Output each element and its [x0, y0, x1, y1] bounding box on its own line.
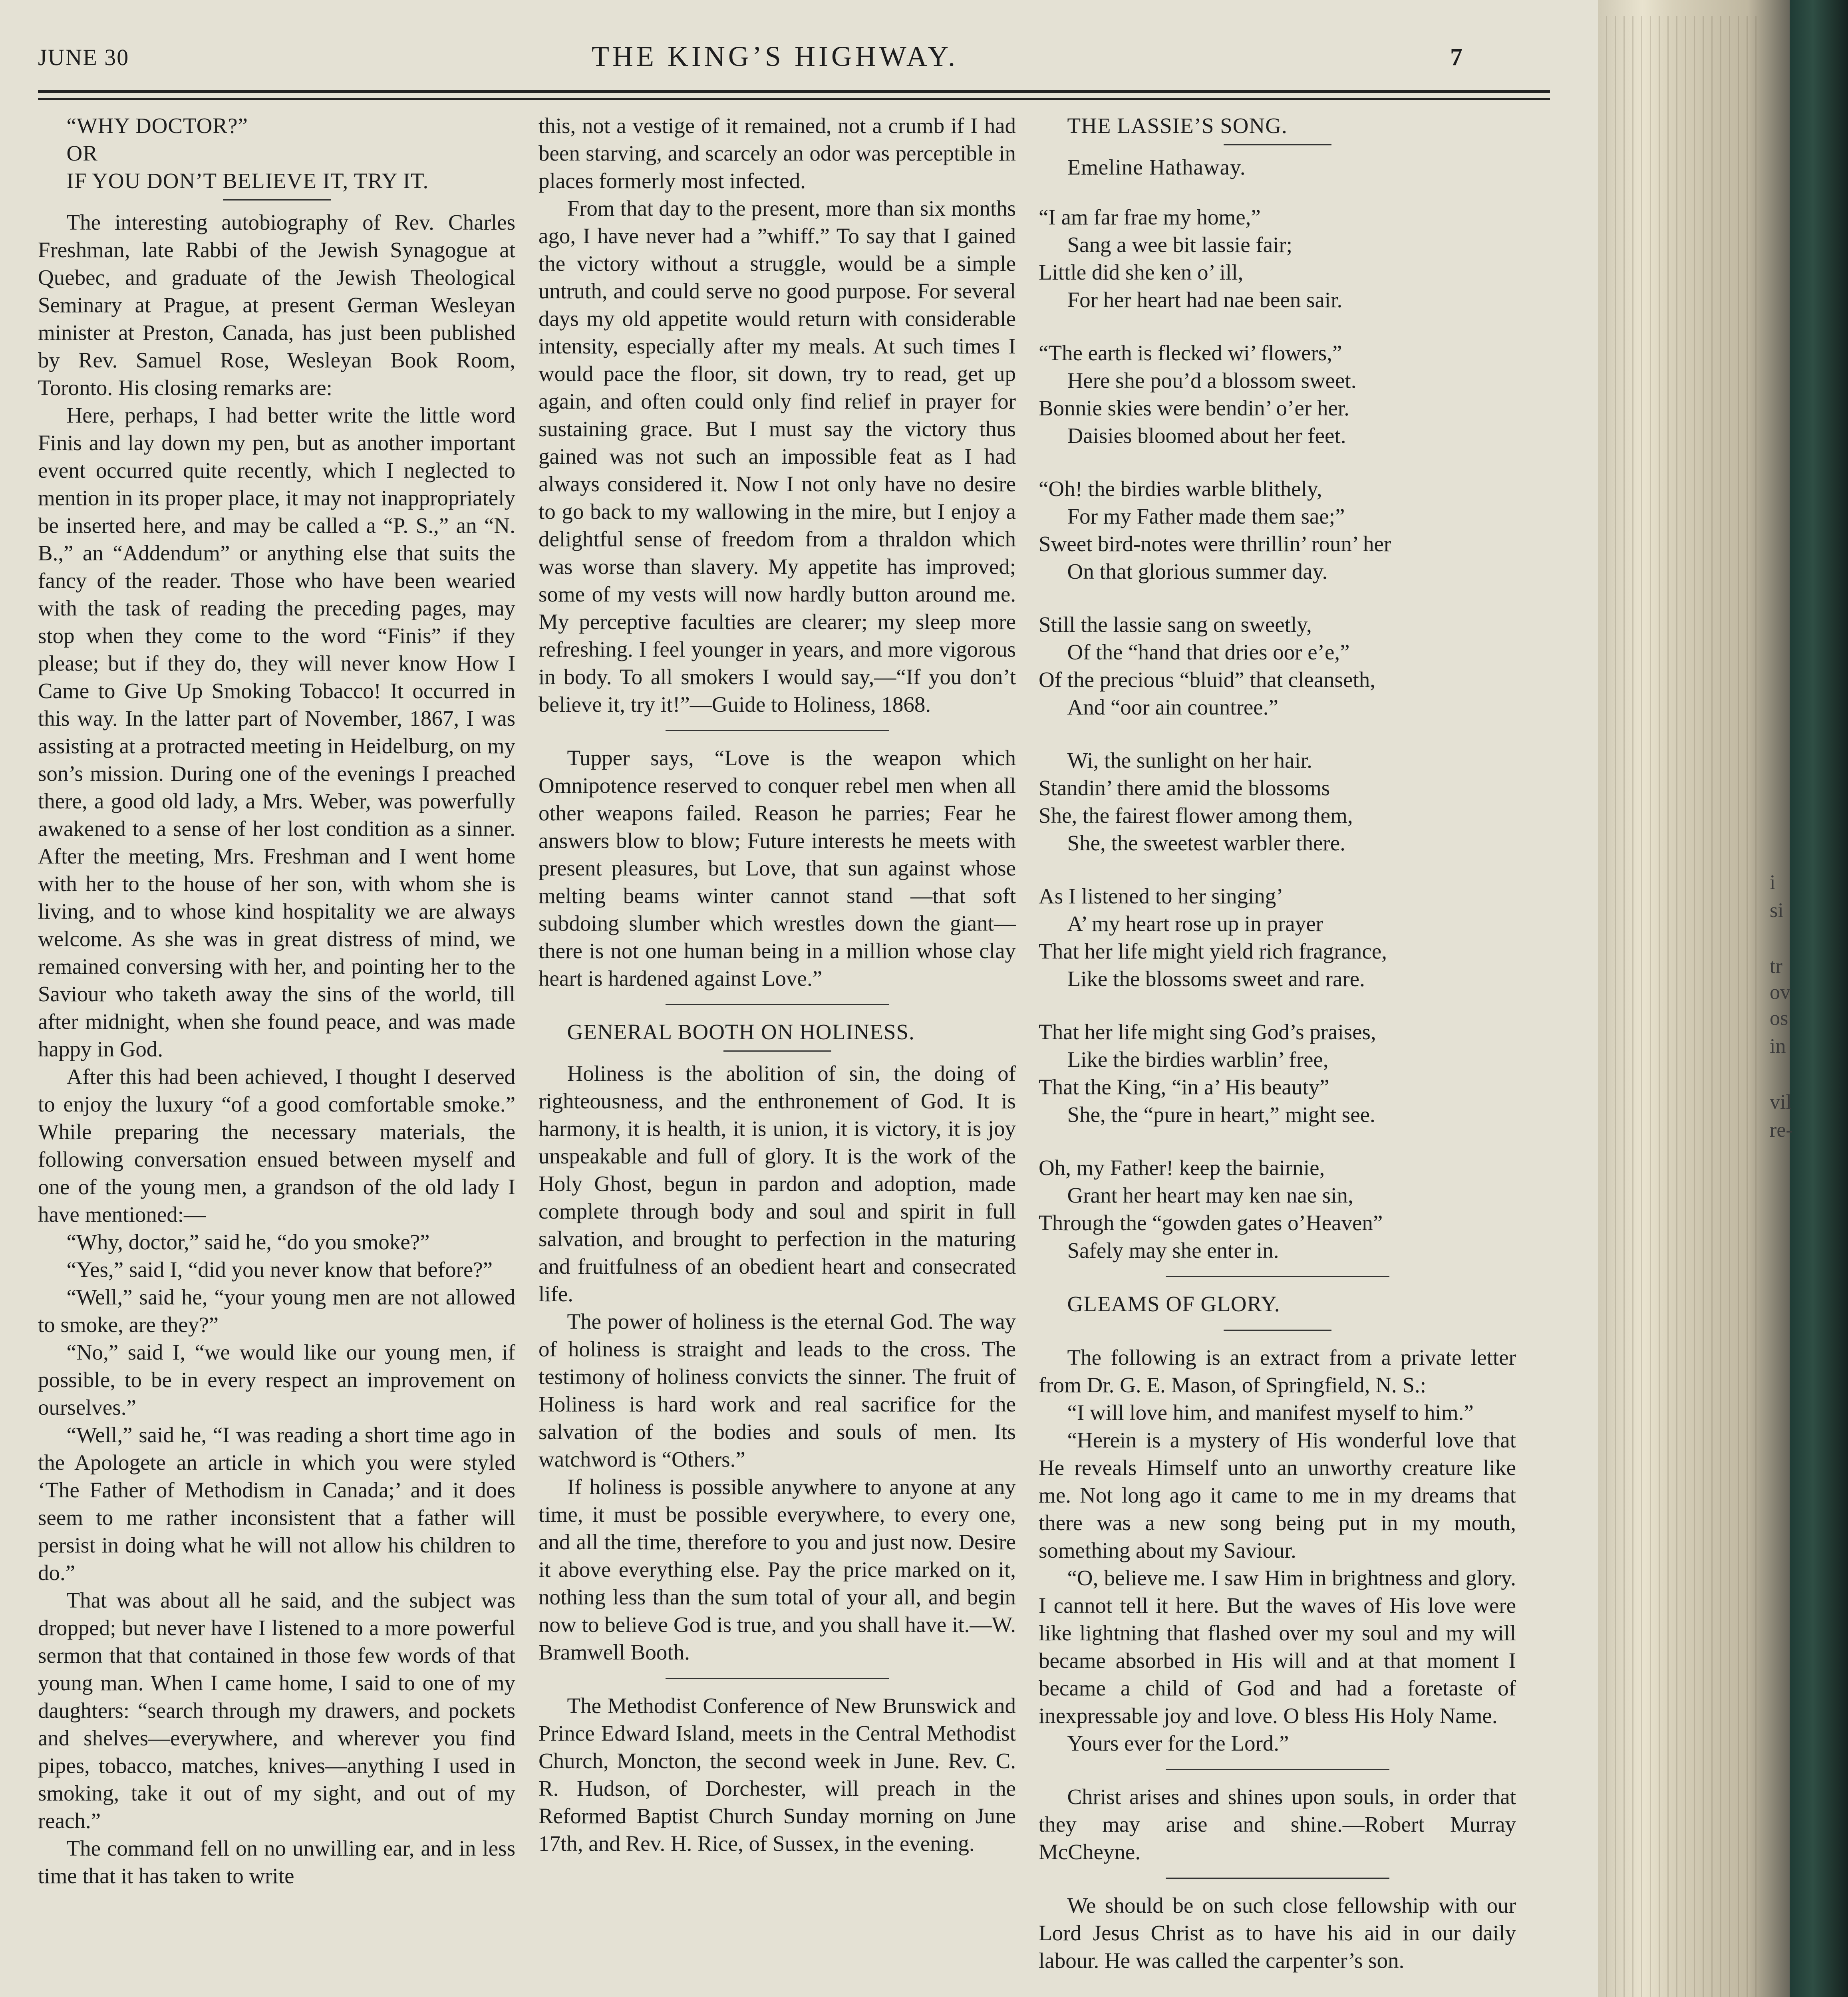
poem-line: That the King, “in a’ His beauty” — [1039, 1075, 1329, 1099]
column-2 — [539, 112, 1016, 1857]
poem-line: Here she pou’d a blossom sweet. — [1067, 368, 1357, 393]
poem-line: Through the “gowden gates o’Heaven” — [1039, 1211, 1383, 1235]
paragraph: The interesting autobiography of Rev. Charles Freshman, late Rabbi of the Jewish Synagogue at Quebec, and graduate of the Jewish Theological Seminary at Prague, at present German Wesleyan minister at Preston, Canada, has just been published by Rev. Samuel Rose, Wesleyan Book Room, Toronto. His closing remarks are: — [38, 210, 515, 400]
paragraph: “Herein is a mystery of His wonderful love that He reveals Himself unto an unworthy creature like me. Not long ago it came to me in my dreams that there was a new song being put in my mouth, something about my Saviour. — [1039, 1428, 1516, 1562]
poem-line: Little did she ken o’ ill, — [1039, 260, 1244, 284]
divider — [1166, 1878, 1389, 1879]
edge-fragment: ov — [1770, 981, 1790, 1004]
paragraph: The power of holiness is the eternal God. The way of holiness is straight and leads to the cross. The testimony of holiness convicts the sinner. The fruit of Holiness is hard work and real sacrifice for the salvation of the bodies and souls of men. Its watchword is “Others.” — [539, 1309, 1016, 1471]
poem-line: She, the sweetest warbler there. — [1067, 831, 1345, 855]
poem-line: She, the fairest flower among them, — [1039, 803, 1353, 828]
paragraph: “O, believe me. I saw Him in brightness and glory. I cannot tell it here. But the waves of His love were like lightning that flashed over my soul and my will became absorbed in His will and at that moment I became a child of God and had a foretaste of inexpressable joy and love. O bless His Holy Name. — [1039, 1566, 1516, 1728]
article-subheading: IF YOU DON’T BELIEVE IT, TRY IT. — [66, 169, 429, 193]
divider — [223, 199, 331, 200]
paragraph: “I will love him, and manifest myself to him.” — [1067, 1400, 1474, 1425]
paragraph: “Yes,” said I, “did you never know that before?” — [66, 1257, 493, 1282]
divider — [723, 1050, 831, 1052]
tupper-quote: Tupper says, “Love is the weapon which Omnipotence reserved to conquer rebel men when all other weapons failed. Reason he parries; Fear he answers blow to blow; Future interests he meets with present pleasures, but Love, that sun against whose melting beams winter cannot stand —that soft subdoing slumber which wrestles down the giant—there is not one human being in a million whose clay heart is hardened against Love.” — [539, 746, 1016, 991]
paragraph: Here, perhaps, I had better write the little word Finis and lay down my pen, but as another important event occurred quite recently, which I neglected to mention in its proper place, it may not inappropriately be inserted here, and may be called a “P. S.,” an “N. B.,” an “Addendum” or anything else that suits the fancy of the reader. Those who have been wearied with the task of reading the preceding pages, may stop when they come to the word “Finis” if they please; but if they do, they will never know How I Came to Give Up Smoking Tobacco! It occurred in this way. In the latter part of November, 1867, I was assisting at a protracted meeting in Heidelburg, on my son’s mission. During one of the evenings I preached there, a good old lady, a Mrs. Weber, was powerfully awakened to a sense of her lost condition as a sinner. After the meeting, Mrs. Freshman and I went home with her to the house of her son, with whom she is living, and to whose kind hospitality we are always welcome. As she was in great distress of mind, we remained conversing with her, and pointing her to the Saviour who taketh away the sins of the world, till after midnight, when she found peace, and was made happy in God. — [38, 403, 515, 1061]
poem-line: A’ my heart rose up in prayer — [1067, 911, 1323, 936]
paragraph: “Well,” said he, “your young men are not allowed to smoke, are they?” — [38, 1285, 515, 1337]
book-spine — [1790, 0, 1848, 1997]
divider — [1224, 1330, 1331, 1331]
edge-fragment: i — [1770, 871, 1776, 894]
paragraph: From that day to the present, more than six months ago, I have never had a ”whiff.” To say that I gained the victory without a struggle, would be a simple untruth, and could serve no good purpose. For several days my old appetite would return with considerable intensity, especially after my meals. At such times I would pace the floor, sit down, try to read, get up again, and often could only find relief in prayer for sustaining grace. But I must say the victory thus gained was not such an impossible feat as I had always considered it. Now I not only have no desire to go back to my wallowing in the mire, but I enjoy a delightful sense of freedom from a thraldon which was worse than slavery. My appetite has improved; some of my vests will now hardly button around me. My perceptive faculties are clearer; my sleep more refreshing. I feel younger in years, and more vigorous in body. To all smokers I would say,—“If you don’t believe it, try it!”—Guide to Holiness, 1868. — [539, 196, 1016, 717]
edge-fragment: vil — [1770, 1091, 1792, 1114]
poem-line: Grant her heart may ken nae sin, — [1067, 1183, 1353, 1207]
fellowship-note: We should be on such close fellowship with our Lord Jesus Christ as to have his aid in our daily labour. He was called the carpenter’s son. — [1039, 1893, 1516, 1973]
poem-line: Sweet bird-notes were thrillin’ roun’ her — [1039, 532, 1391, 556]
poem-line: Like the birdies warblin’ free, — [1067, 1047, 1329, 1072]
poem-line: Sang a wee bit lassie fair; — [1067, 232, 1293, 257]
divider — [1166, 1769, 1389, 1770]
page-number: 7 — [1450, 44, 1463, 71]
header-date: JUNE 30 — [38, 44, 129, 70]
divider — [666, 1678, 889, 1679]
column-1 — [38, 112, 515, 1890]
header-rule — [38, 90, 1550, 93]
paragraph: The command fell on no unwilling ear, and in less time that it has taken to write — [38, 1836, 515, 1888]
edge-fragment: re- — [1770, 1119, 1793, 1141]
poem-line: Wi, the sunlight on her hair. — [1067, 748, 1312, 772]
poem-line: That her life might sing God’s praises, — [1039, 1020, 1376, 1044]
poem-stanza — [1039, 882, 1516, 993]
poem-line: “Oh! the birdies warble blithely, — [1039, 476, 1322, 501]
article-heading: GENERAL BOOTH ON HOLINESS. — [567, 1020, 915, 1044]
poem-title: THE LASSIE’S SONG. — [1067, 113, 1288, 138]
column-3 — [1039, 112, 1516, 1974]
poem-stanza — [1039, 611, 1516, 721]
header-title: THE KING’S HIGHWAY. — [592, 40, 958, 72]
edge-fragment: si — [1770, 899, 1784, 922]
poem-line: “I am far frae my home,” — [1039, 205, 1261, 229]
article-heading: GLEAMS OF GLORY. — [1067, 1292, 1280, 1316]
poem-line: Daisies bloomed about her feet. — [1067, 423, 1346, 448]
conference-notice: The Methodist Conference of New Brunswick and Prince Edward Island, meets in the Central Methodist Church, Moncton, the second week in June. Rev. C. R. Hudson, of Dorchester, will preach in the Reformed Baptist Church Sunday morning on June 17th, and Rev. H. Rice, of Sussex, in the evening. — [539, 1693, 1016, 1856]
divider — [666, 1004, 889, 1005]
edge-fragment: os — [1770, 1007, 1788, 1030]
poem-line: That her life might yield rich fragrance, — [1039, 939, 1387, 963]
poem-line: Of the precious “bluid” that cleanseth, — [1039, 667, 1376, 692]
poem-line: She, the “pure in heart,” might see. — [1067, 1102, 1375, 1127]
poem-line: As I listened to her singing’ — [1039, 884, 1284, 908]
poem-stanza — [1039, 339, 1516, 449]
edge-fragment: tr — [1770, 955, 1782, 978]
poem-stanza — [1039, 475, 1516, 585]
divider — [666, 730, 889, 731]
poem-line: Oh, my Father! keep the bairnie, — [1039, 1155, 1325, 1180]
poem-line: Of the “hand that dries oor e’e,” — [1067, 640, 1350, 664]
header-rule-thin — [38, 98, 1550, 100]
poem-line: Safely may she enter in. — [1067, 1238, 1279, 1263]
divider — [1166, 1276, 1389, 1277]
poem-line: Like the blossoms sweet and rare. — [1067, 967, 1365, 991]
divider — [1224, 144, 1331, 145]
page-edge-lines — [1606, 16, 1758, 1997]
paragraph: After this had been achieved, I thought I deserved to enjoy the luxury “of a good comfortable smoke.” While preparing the necessary materials, the following conversation ensued between myself and one of the young men, a grandson of the old lady I have mentioned:— — [38, 1064, 515, 1227]
poem-stanza — [1039, 746, 1516, 857]
letter-signoff: Yours ever for the Lord.” — [1067, 1731, 1289, 1755]
paragraph: “No,” said I, “we would like our young men, if possible, to be in every respect an improvement on ourselves.” — [38, 1340, 515, 1419]
paragraph: Holiness is the abolition of sin, the doing of righteousness, and the enthronement of God. It is harmony, it is health, it is union, it is victory, it is joy unspeakable and full of glory. It is the work of the Holy Ghost, begun in pardon and adoption, made complete through body and soul and spirit in full salvation, and brought to perfection in the maturing and fruitfulness of an obedient heart and consecrated life. — [539, 1061, 1016, 1306]
poem-author: Emeline Hathaway. — [1067, 155, 1246, 179]
poem-line: And “oor ain countree.” — [1067, 695, 1278, 719]
poem-stanza — [1039, 203, 1516, 314]
article-heading-or: OR — [66, 141, 98, 165]
poem-line: Bonnie skies were bendin’ o’er her. — [1039, 396, 1349, 420]
edge-fragment: in — [1770, 1035, 1786, 1058]
poem-line: For her heart had nae been sair. — [1067, 288, 1343, 312]
poem-line: On that glorious summer day. — [1067, 559, 1328, 584]
poem-line: “The earth is flecked wi’ flowers,” — [1039, 341, 1342, 365]
article-heading: “WHY DOCTOR?” — [66, 113, 248, 138]
poem-line: Still the lassie sang on sweetly, — [1039, 612, 1312, 637]
paragraph: If holiness is possible anywhere to anyone at any time, it must be possible everywhere, to every one, and all the time, therefore to you and just now. Desire it above everything else. Pay the price marked on it, nothing less than the sum total of your all, and begin now to believe God is true, and you shall have it.—W. Bramwell Booth. — [539, 1475, 1016, 1664]
paragraph: “Why, doctor,” said he, “do you smoke?” — [66, 1230, 430, 1254]
mccheyne-quote: Christ arises and shines upon souls, in order that they may arise and shine.—Robert Murray McCheyne. — [1039, 1785, 1516, 1864]
paragraph: That was about all he said, and the subject was dropped; but never have I listened to a more powerful sermon that that contained in those few words of that young man. When I came home, I said to one of my daughters: “search through my drawers, and pockets and shelves—everywhere, and wherever you find pipes, tobacco, matches, knives—anything I used in smoking, take it out of my sight, and out of my reach.” — [38, 1588, 515, 1833]
paragraph: “Well,” said he, “I was reading a short time ago in the Apologete an article in which you were styled ‘The Father of Methodism in Canada;’ and it does seem to me rather inconsistent that a father will persist in doing what he will not allow his children to do.” — [38, 1423, 515, 1585]
poem-stanza — [1039, 1154, 1516, 1264]
poem-stanza — [1039, 1018, 1516, 1128]
poem-line: Standin’ there amid the blossoms — [1039, 776, 1330, 800]
paragraph: this, not a vestige of it remained, not a crumb if I had been starving, and scarcely an odor was perceptible in places formerly most infected. — [539, 113, 1016, 193]
paragraph: The following is an extract from a private letter from Dr. G. E. Mason, of Springfield, N. S.: — [1039, 1345, 1516, 1397]
poem-line: For my Father made them sae;” — [1067, 504, 1345, 528]
